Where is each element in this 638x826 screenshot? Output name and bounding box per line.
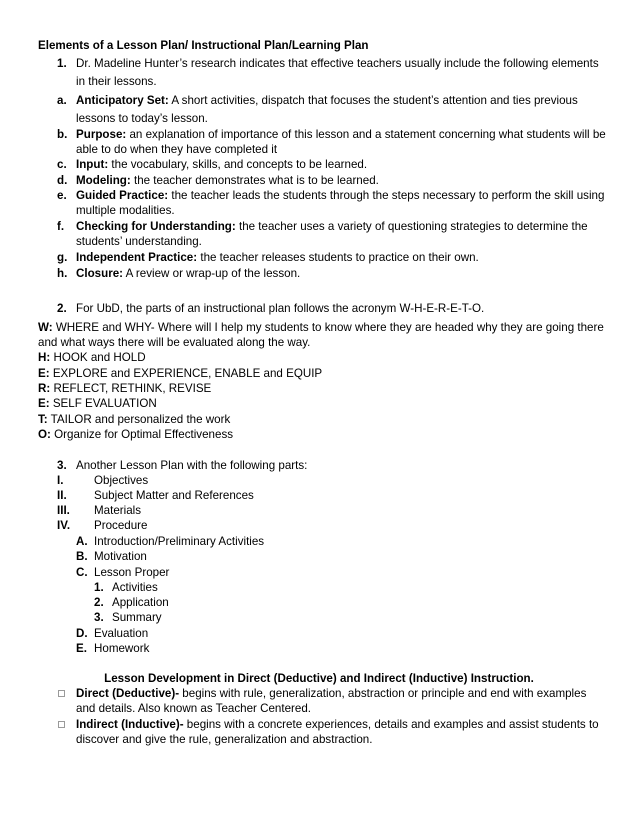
numbered-2-marker: 2. xyxy=(94,596,104,609)
direct-line-1 xyxy=(76,686,586,702)
alpha-c-marker: C. xyxy=(76,566,88,579)
development-heading: Lesson Development in Direct (Deductive) and Indirect (Inductive) Instruction. xyxy=(104,672,534,685)
item-c-line-1 xyxy=(76,157,367,173)
ubd-r-line xyxy=(38,381,211,397)
alpha-d-marker: D. xyxy=(76,627,88,640)
item-a-marker: a. xyxy=(57,94,67,107)
item-d-text: the teacher demonstrates what is to be learned. xyxy=(130,174,379,187)
ubd-o-text: Organize for Optimal Effectiveness xyxy=(50,428,234,441)
direct-label: Direct (Deductive)- xyxy=(76,687,180,700)
alpha-a-text: Introduction/Preliminary Activities xyxy=(94,535,265,548)
item-b-label: Purpose: xyxy=(76,128,127,141)
indirect-text: begins with a concrete experiences, details and examples and assist students to xyxy=(183,718,599,731)
item-b-text: an explanation of importance of this lesson and a statement concerning what students will be xyxy=(126,128,606,141)
item-f-text: the teacher uses a variety of questioning strategies to determine the xyxy=(235,220,588,233)
numbered-1-marker: 1. xyxy=(94,581,104,594)
section-3-intro: Another Lesson Plan with the following parts: xyxy=(76,459,308,472)
item-c-text: the vocabulary, skills, and concepts to be learned. xyxy=(108,158,368,171)
item-g-marker: g. xyxy=(57,251,68,264)
item-d-label: Modeling: xyxy=(76,174,131,187)
ubd-w-line-1 xyxy=(38,320,604,336)
ubd-t-text: TAILOR and personalized the work xyxy=(47,413,231,426)
numbered-1-text: Activities xyxy=(112,581,158,594)
direct-text: begins with rule, generalization, abstraction or principle and end with examples xyxy=(179,687,587,700)
item-h-line-1 xyxy=(76,266,300,282)
roman-1-text: Objectives xyxy=(94,474,149,487)
ubd-h-key: H: xyxy=(38,351,51,364)
item-g-text: the teacher releases students to practice on their own. xyxy=(197,251,479,264)
ubd-e2-line xyxy=(38,396,157,412)
ubd-o-line xyxy=(38,427,233,443)
item-f-line-1 xyxy=(76,219,588,235)
item-d-marker: d. xyxy=(57,174,68,187)
item-c-marker: c. xyxy=(57,158,67,171)
ubd-e2-key: E: xyxy=(38,397,50,410)
ubd-e2-text: SELF EVALUATION xyxy=(49,397,157,410)
ubd-w-key: W: xyxy=(38,321,53,334)
item-e-label: Guided Practice: xyxy=(76,189,169,202)
bullet-box-icon xyxy=(58,721,65,728)
item-a-label: Anticipatory Set: xyxy=(76,94,169,107)
item-g-label: Independent Practice: xyxy=(76,251,198,264)
roman-2-text: Subject Matter and References xyxy=(94,489,254,502)
item-b-line-2: able to do when they have completed it xyxy=(76,143,278,156)
section-3-number: 3. xyxy=(57,459,67,472)
section-2-intro: For UbD, the parts of an instructional plan follows the acronym W-H-E-R-E-T-O. xyxy=(76,302,485,315)
ubd-e-text: EXPLORE and EXPERIENCE, ENABLE and EQUIP xyxy=(49,367,323,380)
numbered-2-text: Application xyxy=(112,596,169,609)
item-c-label: Input: xyxy=(76,158,109,171)
ubd-h-line xyxy=(38,350,146,366)
roman-2-marker: II. xyxy=(57,489,67,502)
item-f-label: Checking for Understanding: xyxy=(76,220,236,233)
section-1-number: 1. xyxy=(57,57,67,70)
item-e-line-2: multiple modalities. xyxy=(76,204,175,217)
alpha-b-marker: B. xyxy=(76,550,88,563)
ubd-w-line-2: and what ways there will be evaluated along the way. xyxy=(38,336,311,349)
item-a-line-1 xyxy=(76,93,578,109)
indirect-line-1 xyxy=(76,717,599,733)
ubd-t-key: T: xyxy=(38,413,48,426)
roman-4-marker: IV. xyxy=(57,519,71,532)
ubd-e-key: E: xyxy=(38,367,50,380)
ubd-r-key: R: xyxy=(38,382,51,395)
ubd-h-text: HOOK and HOLD xyxy=(50,351,146,364)
item-a-line-2: lessons to today’s lesson. xyxy=(76,112,208,125)
item-b-marker: b. xyxy=(57,128,68,141)
item-f-line-2: students’ understanding. xyxy=(76,235,202,248)
alpha-b-text: Motivation xyxy=(94,550,147,563)
alpha-d-text: Evaluation xyxy=(94,627,149,640)
item-h-text: A review or wrap-up of the lesson. xyxy=(123,267,301,280)
roman-3-text: Materials xyxy=(94,504,142,517)
numbered-3-text: Summary xyxy=(112,611,162,624)
ubd-r-text: REFLECT, RETHINK, REVISE xyxy=(50,382,212,395)
ubd-o-key: O: xyxy=(38,428,51,441)
roman-3-marker: III. xyxy=(57,504,70,517)
alpha-e-marker: E. xyxy=(76,642,87,655)
direct-line-2: and details. Also known as Teacher Centered. xyxy=(76,702,312,715)
numbered-3-marker: 3. xyxy=(94,611,104,624)
indirect-label: Indirect (Inductive)- xyxy=(76,718,184,731)
ubd-e-line xyxy=(38,366,322,382)
roman-1-marker: I. xyxy=(57,474,64,487)
ubd-t-line xyxy=(38,412,230,428)
item-h-marker: h. xyxy=(57,267,68,280)
document-title: Elements of a Lesson Plan/ Instructional Plan/Learning Plan xyxy=(38,39,369,52)
item-d-line-1 xyxy=(76,173,379,189)
item-e-line-1 xyxy=(76,188,604,204)
section-1-text-line-2: in their lessons. xyxy=(76,75,157,88)
section-2-number: 2. xyxy=(57,302,67,315)
indirect-line-2: discover and give the rule, generalization and abstraction. xyxy=(76,733,373,746)
alpha-c-text: Lesson Proper xyxy=(94,566,170,579)
ubd-w-text: WHERE and WHY- Where will I help my students to know where they are headed why they are going there xyxy=(52,321,604,334)
alpha-e-text: Homework xyxy=(94,642,150,655)
alpha-a-marker: A. xyxy=(76,535,88,548)
item-a-text: A short activities, dispatch that focuses the student’s attention and ties previous xyxy=(168,94,578,107)
bullet-box-icon xyxy=(58,690,65,697)
item-g-line-1 xyxy=(76,250,479,266)
item-e-marker: e. xyxy=(57,189,67,202)
item-e-text: the teacher leads the students through the steps necessary to perform the skill using xyxy=(168,189,605,202)
item-h-label: Closure: xyxy=(76,267,124,280)
item-b-line-1 xyxy=(76,127,606,143)
section-1-text-line-1: Dr. Madeline Hunter’s research indicates that effective teachers usually include the following elements xyxy=(76,57,599,70)
roman-4-text: Procedure xyxy=(94,519,148,532)
item-f-marker: f. xyxy=(57,220,65,233)
